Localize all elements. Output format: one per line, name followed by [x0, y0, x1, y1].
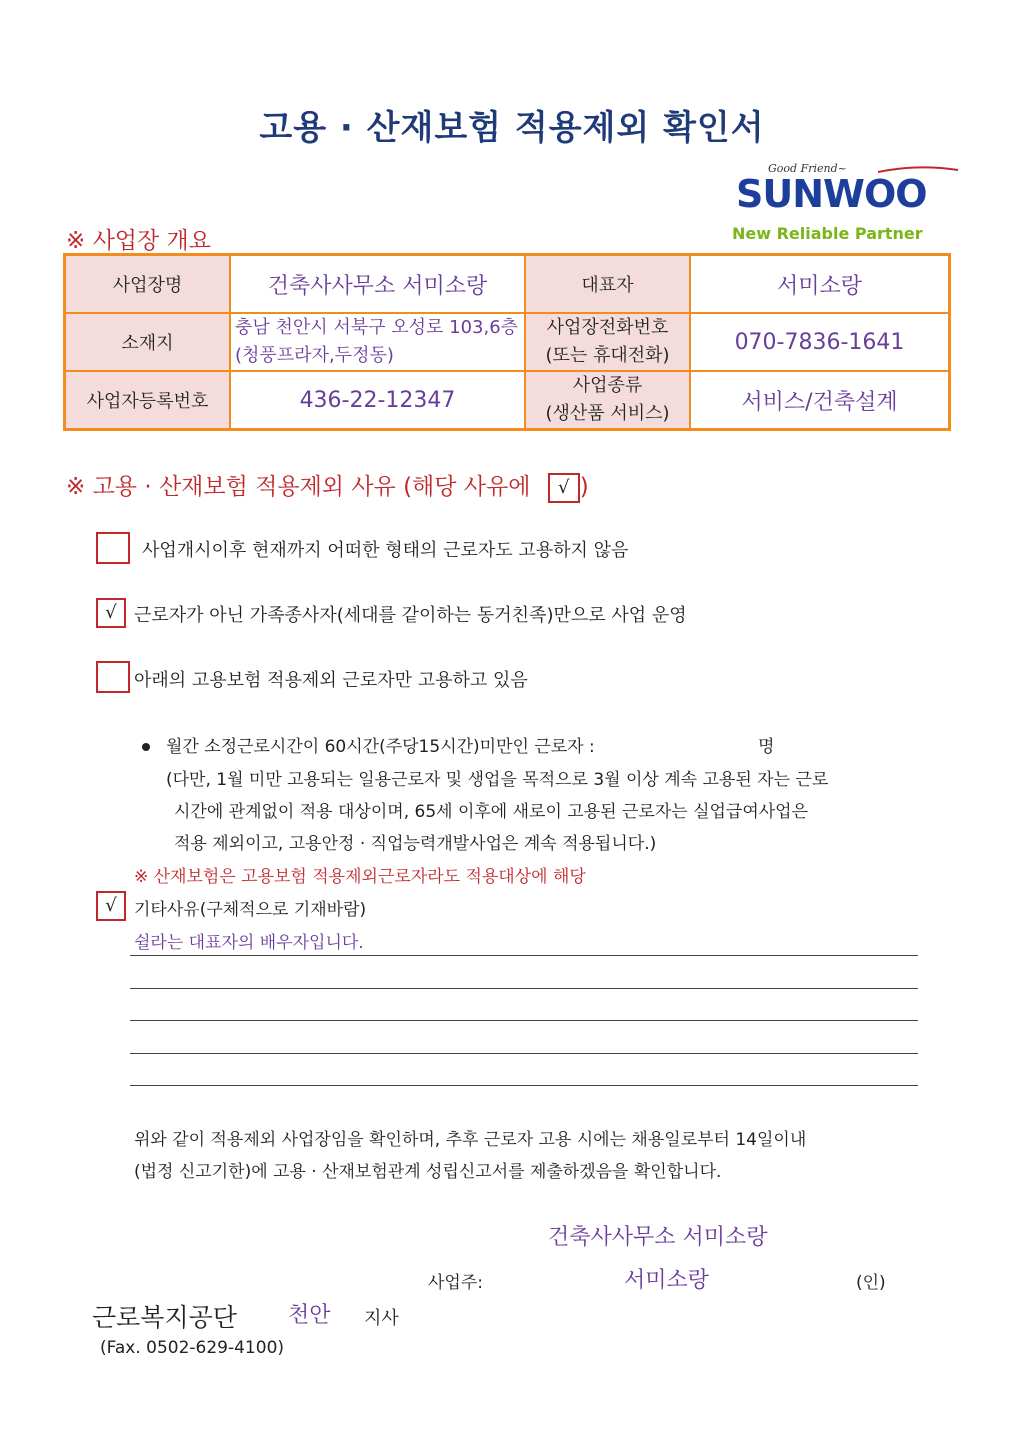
- write-line-3: [130, 1020, 918, 1021]
- phone-label: [525, 313, 690, 371]
- option-1-checkbox[interactable]: [96, 532, 130, 564]
- phone-value: 070-7836-1641: [690, 313, 950, 371]
- option-other-content[interactable]: 쉴라는 대표자의 배우자입니다.: [134, 933, 364, 953]
- reg-no-value: 436-22-12347: [230, 371, 525, 430]
- detail-red-note: ※ 산재보험은 고용보험 적용제외근로자라도 적용대상에 해당: [134, 867, 586, 887]
- biz-name-value: 건축사사무소 서미소랑: [230, 255, 525, 314]
- reg-no-label: 사업자등록번호: [65, 371, 231, 430]
- logo-word: SUNWOO: [736, 172, 927, 216]
- rep-label: 대표자: [525, 255, 690, 314]
- biz-type-label: [525, 371, 690, 430]
- option-2-checkbox[interactable]: √: [96, 598, 126, 628]
- phone-label-line1: 사업장전화번호: [546, 317, 669, 338]
- biz-type-value: 서비스/건축설계: [690, 371, 950, 430]
- footer-fax: (Fax. 0502-629-4100): [100, 1338, 285, 1358]
- signature-owner: 서미소랑: [624, 1268, 710, 1293]
- bullet-icon: [142, 743, 150, 751]
- write-line-2: [130, 988, 918, 989]
- section-reason-heading: [66, 468, 589, 503]
- biz-type-label-line2: (생산품 서비스): [545, 403, 670, 424]
- option-2-text: 근로자가 아닌 가족종사자(세대를 같이하는 동거친족)만으로 사업 운영: [134, 605, 687, 626]
- option-3-text: 아래의 고용보험 적용제외 근로자만 고용하고 있음: [134, 670, 528, 691]
- logo-swoosh-icon: [878, 166, 958, 174]
- address-label: 소재지: [65, 313, 231, 371]
- footer-branch: 천안: [288, 1303, 331, 1328]
- section-reason-heading-end: ): [579, 474, 589, 500]
- address-value: 충남 천안시 서북구 오성로 103,6층(청풍프라자,두정동): [230, 313, 525, 371]
- confirm-line1: 위와 같이 적용제외 사업장임을 확인하며, 추후 근로자 고용 시에는 채용일로부터 14일이내: [134, 1130, 807, 1150]
- footer-agency: 근로복지공단: [92, 1303, 237, 1332]
- logo-top-text: Good Friend~: [768, 162, 847, 175]
- biz-name-label: 사업장명: [65, 255, 231, 314]
- detail-count-unit: 명: [758, 737, 775, 757]
- company-logo: [728, 160, 958, 250]
- logo-tagline: New Reliable Partner: [732, 224, 923, 243]
- signature-owner-label: 사업주:: [428, 1273, 483, 1293]
- option-3-checkbox[interactable]: [96, 661, 130, 693]
- business-info-table: [63, 253, 951, 431]
- confirm-line2: (법정 신고기한)에 고용 · 산재보험관계 성립신고서를 제출하겠음을 확인합니다.: [134, 1162, 722, 1182]
- heading-check-example: √: [548, 473, 580, 503]
- detail-bullet-text: 월간 소정근로시간이 60시간(주당15시간)미만인 근로자 :: [166, 737, 595, 757]
- write-line-4: [130, 1053, 918, 1054]
- option-1-text: 사업개시이후 현재까지 어떠한 형태의 근로자도 고용하지 않음: [142, 540, 629, 561]
- option-other-checkbox[interactable]: √: [96, 891, 126, 921]
- section-overview-heading: ※ 사업장 개요: [66, 228, 211, 254]
- rep-value: 서미소랑: [690, 255, 950, 314]
- detail-note-line2: 시간에 관계없이 적용 대상이며, 65세 이후에 새로이 고용된 근로자는 실업급여사업은: [174, 802, 809, 822]
- detail-bullet-line: [142, 732, 595, 757]
- option-other-label: 기타사유(구체적으로 기재바람): [134, 900, 367, 920]
- document-title: 고용 · 산재보험 적용제외 확인서: [259, 108, 765, 148]
- write-line-1: [130, 955, 918, 956]
- detail-note-line1: (다만, 1월 미만 고용되는 일용근로자 및 생업을 목적으로 3월 이상 계속 고용된 자는 근로: [166, 770, 829, 790]
- signature-company: 건축사사무소 서미소랑: [548, 1225, 768, 1250]
- phone-label-line2: (또는 휴대전화): [545, 345, 670, 366]
- biz-type-label-line1: 사업종류: [572, 375, 643, 396]
- detail-note-line3: 적용 제외이고, 고용안정 · 직업능력개발사업은 계속 적용됩니다.): [174, 834, 657, 854]
- write-line-5: [130, 1085, 918, 1086]
- section-reason-heading-text: ※ 고용 · 산재보험 적용제외 사유 (해당 사유에: [66, 474, 531, 500]
- signature-seal: (인): [856, 1273, 886, 1293]
- footer-branch-suffix: 지사: [364, 1308, 399, 1329]
